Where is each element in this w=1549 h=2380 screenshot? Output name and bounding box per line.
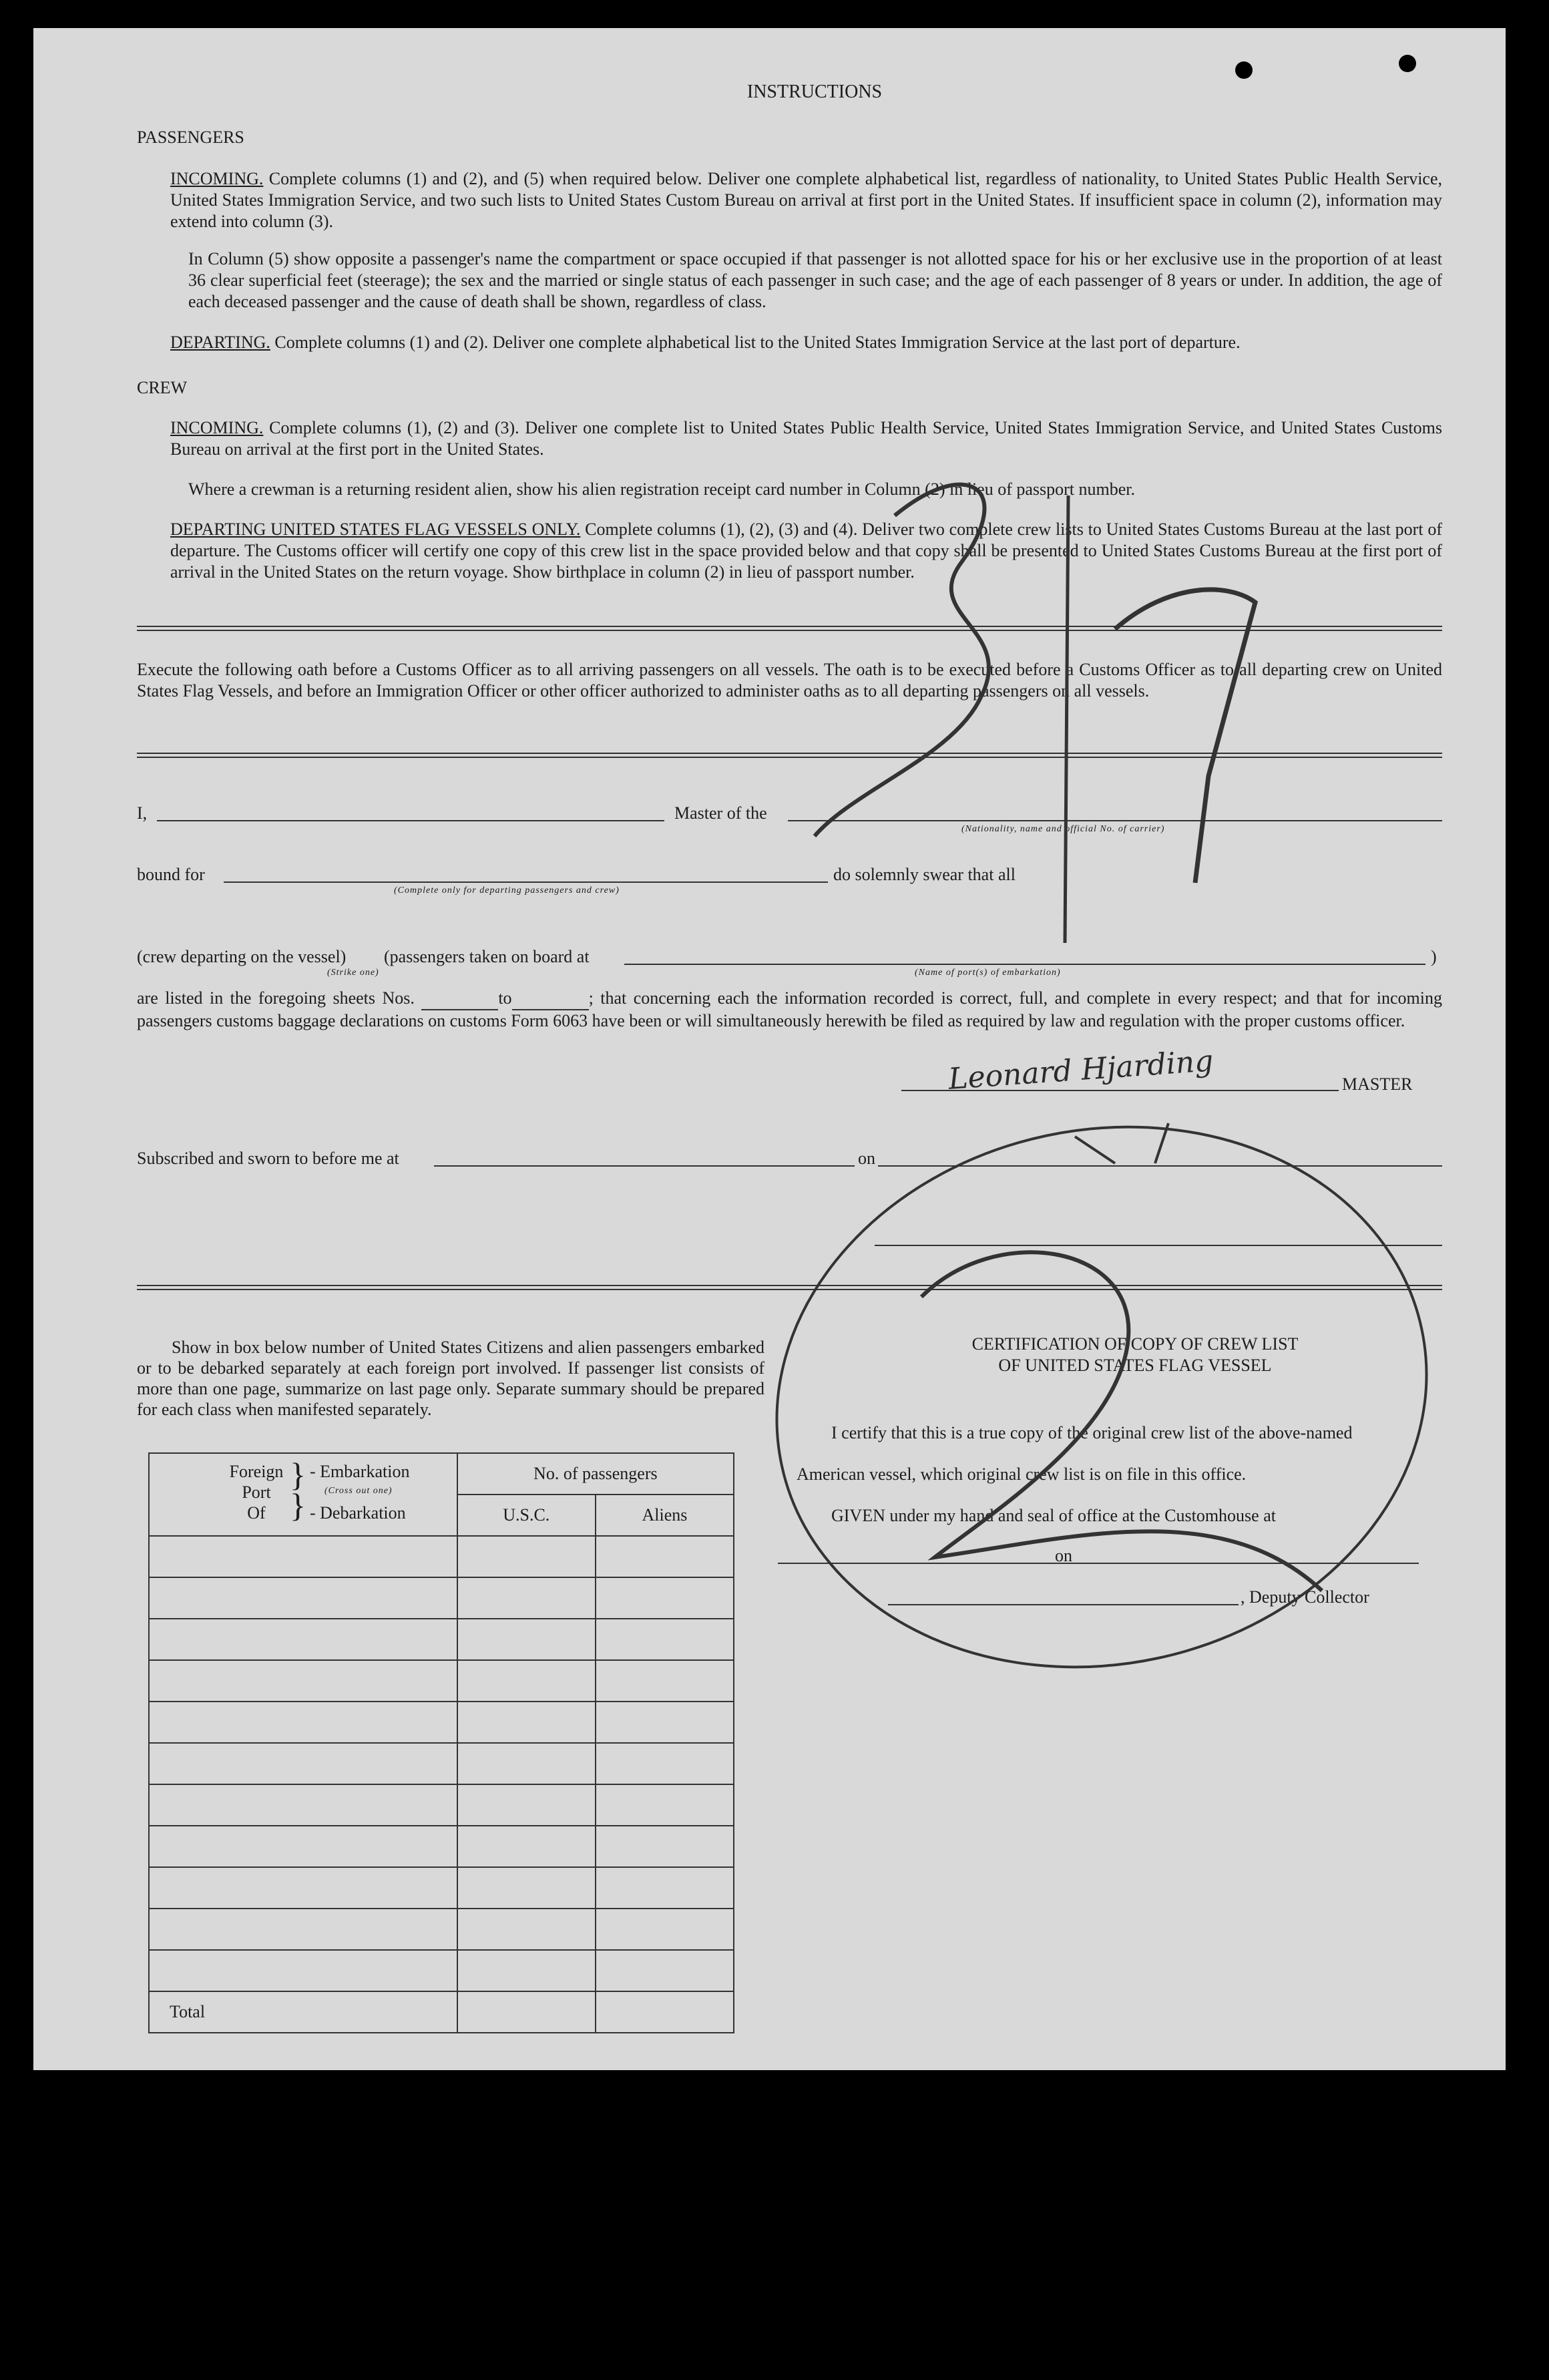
total-label: Total [149, 1991, 457, 2033]
brace: } [290, 1456, 306, 1493]
aliens-header: Aliens [596, 1495, 734, 1536]
port-caption: (Name of port(s) of embarkation) [915, 968, 1061, 978]
oath-intro: Execute the following oath before a Customs Officer as to all arriving passengers on all vessels. The oath is to be executed before a Customs Officer as to all departing crew on United States Flag Vessels, and before an Immigration Officer or other officer authorized to administer oaths as to all departing passengers on all vessels. [137, 660, 1442, 701]
handwriting-overlay [33, 28, 1506, 2070]
crew-departing-text: Complete columns (1), (2), (3) and (4). Deliver two complete crew lists to United States Customs Bureau at the last port of departure. The Customs officer will certify one copy of this crew list in the space provided below and that copy shall be presented to United States Customs Bureau at the first port of arrival in the United States on the return voyage. Show birthplace in column (2) in lieu of passport number. [170, 520, 1442, 582]
certify-text-2: American vessel, which original crew list is on file in this office. [797, 1464, 1247, 1484]
crew-incoming-text: Complete columns (1), (2) and (3). Deliver one complete list to United States Public Health Service, United States Immigration Service, and United States Customs Bureau on arrival at the first port in the United States. [170, 418, 1442, 459]
handwritten-two-stroke [921, 1252, 1322, 1591]
usc-header: U.S.C. [457, 1495, 596, 1536]
certification-title-1: CERTIFICATION OF COPY OF CREW LIST [971, 1334, 1299, 1354]
handwritten-seven-stroke [1115, 590, 1255, 883]
of-label: Of [247, 1503, 266, 1523]
port-label: Port [242, 1482, 271, 1502]
crew-departing-option: (crew departing on the vessel) [137, 947, 347, 966]
handwritten-circle [726, 1068, 1478, 1726]
passengers-taken-option: (passengers taken on board at [384, 947, 590, 966]
no-passengers-header: No. of passengers [457, 1453, 734, 1495]
debarkation-label: - Debarkation [310, 1503, 406, 1523]
handwritten-three-stroke [815, 484, 989, 836]
close-paren: ) [1431, 947, 1437, 966]
summary-instructions: Show in box below number of United States Citizens and alien passengers embarked or to be debarked separately at each foreign port involved. If passenger list consists of more than one page, summarize on last page only. Separate summary should be prepared for each class when manifested separately. [137, 1338, 764, 1419]
column5-instructions: In Column (5) show opposite a passenger's name the compartment or space occupied if that passenger is not allotted space for his or her exclusive use in the proportion of at least 36 clear superficial feet (steerage); the sex and the married or single status of each passenger in such case; and the age of each passenger of 8 years or under. In addition, the age of each deceased passenger and the cause of death shall be shown, regardless of class. [188, 249, 1442, 311]
passengers-heading: PASSENGERS [137, 128, 244, 147]
i-label: I, [137, 803, 148, 823]
bound-for-label: bound for [137, 865, 205, 884]
given-text: GIVEN under my hand and seal of office at the Customhouse at [831, 1506, 1276, 1525]
cross-out-caption: (Cross out one) [324, 1486, 393, 1496]
crew-departing-label: DEPARTING UNITED STATES FLAG VESSELS ONLY. [170, 520, 581, 539]
page-title: INSTRUCTIONS [746, 81, 883, 102]
certify-text: I certify that this is a true copy of the original crew list of the above-named [831, 1423, 1353, 1442]
cert-on-label: on [1055, 1546, 1072, 1565]
strike-one-caption: (Strike one) [327, 968, 379, 978]
embarkation-label: - Embarkation [310, 1462, 410, 1481]
incoming-label: INCOMING. [170, 169, 264, 188]
listed-in: are listed in the foregoing sheets Nos. [137, 988, 415, 1008]
brace: } [290, 1486, 306, 1524]
listed-rest: ; that concerning each the information recorded is correct, full, and complete in every respect; and that for incoming passengers customs baggage declarations on customs Form 6063 have been or will simultaneously herewith be filed as required by law and regulation with the proper customs officer. [137, 988, 1442, 1030]
incoming-text: Complete columns (1) and (2), and (5) when required below. Deliver one complete alphabetical list, regardless of nationality, to United States Public Health Service, United States Immigration Service, and two such lists to United States Custom Bureau on arrival at first port in the United States. If insufficient space in column (2), information may extend into column (3). [170, 169, 1443, 231]
departing-label: DEPARTING. [170, 333, 270, 352]
master-signature: Leonard Hjarding [947, 1044, 1214, 1097]
deputy-collector-label: , Deputy Collector [1241, 1587, 1369, 1607]
handwritten-slash-stroke [1065, 495, 1068, 943]
crew-heading: CREW [137, 378, 188, 397]
certification-title-2: OF UNITED STATES FLAG VESSEL [998, 1356, 1272, 1375]
bound-caption: (Complete only for departing passengers and crew) [394, 885, 620, 896]
departing-text: Complete columns (1) and (2). Deliver one complete alphabetical list to the United States Immigration Service at the last port of departure. [274, 333, 1241, 352]
crew-incoming-label: INCOMING. [170, 418, 264, 437]
master-label: MASTER [1342, 1074, 1413, 1094]
foreign-label: Foreign [229, 1462, 284, 1481]
nationality-caption: (Nationality, name and official No. of carrier) [961, 824, 1165, 834]
to-label: to [498, 988, 512, 1008]
subscribed-label: Subscribed and sworn to before me at [137, 1149, 399, 1168]
master-of-label: Master of the [674, 803, 767, 823]
swear-text: do solemnly swear that all [833, 865, 1016, 884]
resident-alien-text: Where a crewman is a returning resident alien, show his alien registration receipt card number in Column (2) in lieu of passport number. [188, 479, 1136, 499]
on-label: on [858, 1149, 875, 1168]
form-sheet [33, 28, 1506, 2070]
